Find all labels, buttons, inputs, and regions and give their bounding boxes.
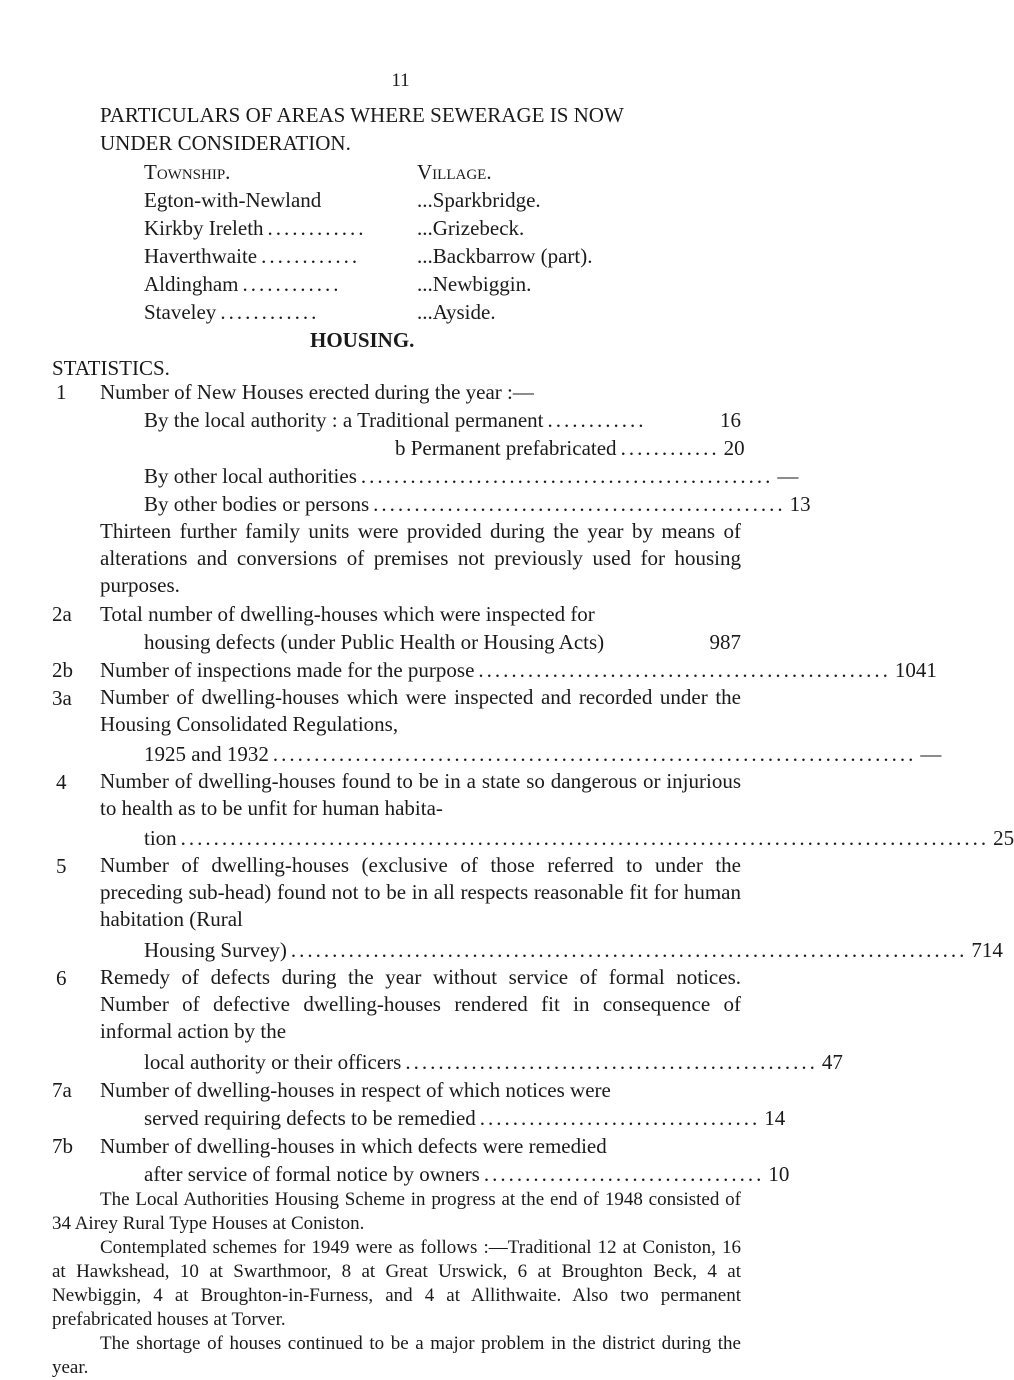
item-text: Number of dwelling-houses which were inspected and recorded under the Housing Consolidated Regulations, — [100, 685, 741, 736]
village-cell: ...Grizebeck. — [417, 216, 525, 240]
item-number: 4 — [56, 770, 67, 794]
item-value: 10 — [768, 1162, 790, 1186]
item-line: Number of inspections made for the purpose .................................................. 1041 — [100, 658, 937, 682]
item-value: — — [777, 464, 799, 488]
item-value: 987 — [709, 630, 741, 654]
item-value: 1041 — [894, 658, 937, 682]
township-cell: Egton-with-Newland — [144, 188, 322, 212]
paragraph-shortage: The shortage of houses continued to be a major problem in the district during the year. — [52, 1333, 741, 1378]
item-line: served requiring defects to be remedied .................................. 14 — [144, 1106, 786, 1130]
village-cell: ...Backbarrow (part). — [417, 244, 593, 268]
township-cell: Haverthwaite ............ — [144, 244, 361, 268]
item-text: Number of dwelling-houses found to be in a state so dangerous or injurious to health as to be unfit for human habita- — [100, 769, 741, 820]
item-text: Number of dwelling-houses in respect of which notices were — [100, 1078, 611, 1102]
item-line: b Permanent prefabricated ............ 20 — [395, 436, 745, 460]
township-cell: Kirkby Ireleth ............ — [144, 216, 367, 240]
item-value: — — [920, 742, 942, 766]
item-value: 25 — [993, 826, 1014, 850]
item-value: 16 — [720, 408, 741, 432]
item-line: 1925 and 1932 .............................................................................. — — [144, 742, 942, 766]
paragraph-scheme: The Local Authorities Housing Scheme in progress at the end of 1948 consisted of 34 Airey Rural Type Houses at Coniston. — [52, 1189, 741, 1234]
item-text: Number of dwelling-houses in which defects were remedied — [100, 1134, 607, 1158]
item-number: 6 — [56, 966, 67, 990]
village-cell: ...Ayside. — [417, 300, 496, 324]
item-text: Number of dwelling-houses (exclusive of those referred to under the preceding sub-head) found not to be in all respects reasonable fit for human habitation (Rural — [100, 853, 741, 931]
item-value: 47 — [821, 1050, 843, 1074]
item-line: local authority or their officers .................................................. 47 — [144, 1050, 843, 1074]
item-line: after service of formal notice by owners .................................. 10 — [144, 1162, 790, 1186]
item-line: Housing Survey) .................................................................................. 714 — [144, 938, 1003, 962]
item-line: housing defects (under Public Health or Housing Acts) 987 — [144, 630, 741, 654]
item-number: 2a — [52, 602, 72, 626]
col-township-heading: Township. — [144, 160, 231, 184]
village-cell: ...Newbiggin. — [417, 272, 532, 296]
item-number: 5 — [56, 854, 67, 878]
paragraph-schemes-1949: Contemplated schemes for 1949 were as follows :—Traditional 12 at Coniston, 16 at Hawkshead, 10 at Swarthmoor, 8 at Great Urswick, 6 at Broughton Beck, 4 at Newbiggin, 4 at Broughton-in-Furness, and 4 at Allithwaite. Also two permanent prefabricated houses at Torver. — [52, 1237, 741, 1330]
village-cell: ...Sparkbridge. — [417, 188, 541, 212]
page-number: 11 — [391, 70, 410, 91]
item-value: 714 — [971, 938, 1003, 962]
item-note: Thirteen further family units were provided during the year by means of alterations and conversions of premises not previously used for housing purposes. — [100, 519, 741, 597]
item-value: 13 — [789, 492, 811, 516]
item-value: 20 — [723, 436, 745, 460]
item-number: 7a — [52, 1078, 72, 1102]
township-cell: Staveley ............ — [144, 300, 320, 324]
item-number: 3a — [52, 686, 72, 710]
title-line-2: UNDER CONSIDERATION. — [100, 131, 351, 155]
township-cell: Aldingham ............ — [144, 272, 342, 296]
item-line: By other local authorities .................................................. — — [144, 464, 799, 488]
item-text: Number of New Houses erected during the year :— — [100, 380, 534, 404]
item-number: 2b — [52, 658, 73, 682]
housing-heading: HOUSING. — [310, 328, 415, 352]
item-number: 1 — [56, 380, 67, 404]
item-number: 7b — [52, 1134, 73, 1158]
title-line-1: PARTICULARS OF AREAS WHERE SEWERAGE IS NOW — [100, 103, 624, 127]
item-value: 14 — [764, 1106, 786, 1130]
item-text: Remedy of defects during the year without service of formal notices. Number of defective dwelling-houses rendered fit in consequence of informal action by the — [100, 965, 741, 1043]
col-village-heading: Village. — [417, 160, 492, 184]
item-line: tion .................................................................................................. 25 — [144, 826, 1014, 850]
item-line: By the local authority : a Traditional permanent ............ 16 — [144, 408, 741, 432]
statistics-heading: STATISTICS. — [52, 356, 170, 380]
item-line: By other bodies or persons .................................................. 13 — [144, 492, 811, 516]
item-text: Total number of dwelling-houses which were inspected for — [100, 602, 595, 626]
